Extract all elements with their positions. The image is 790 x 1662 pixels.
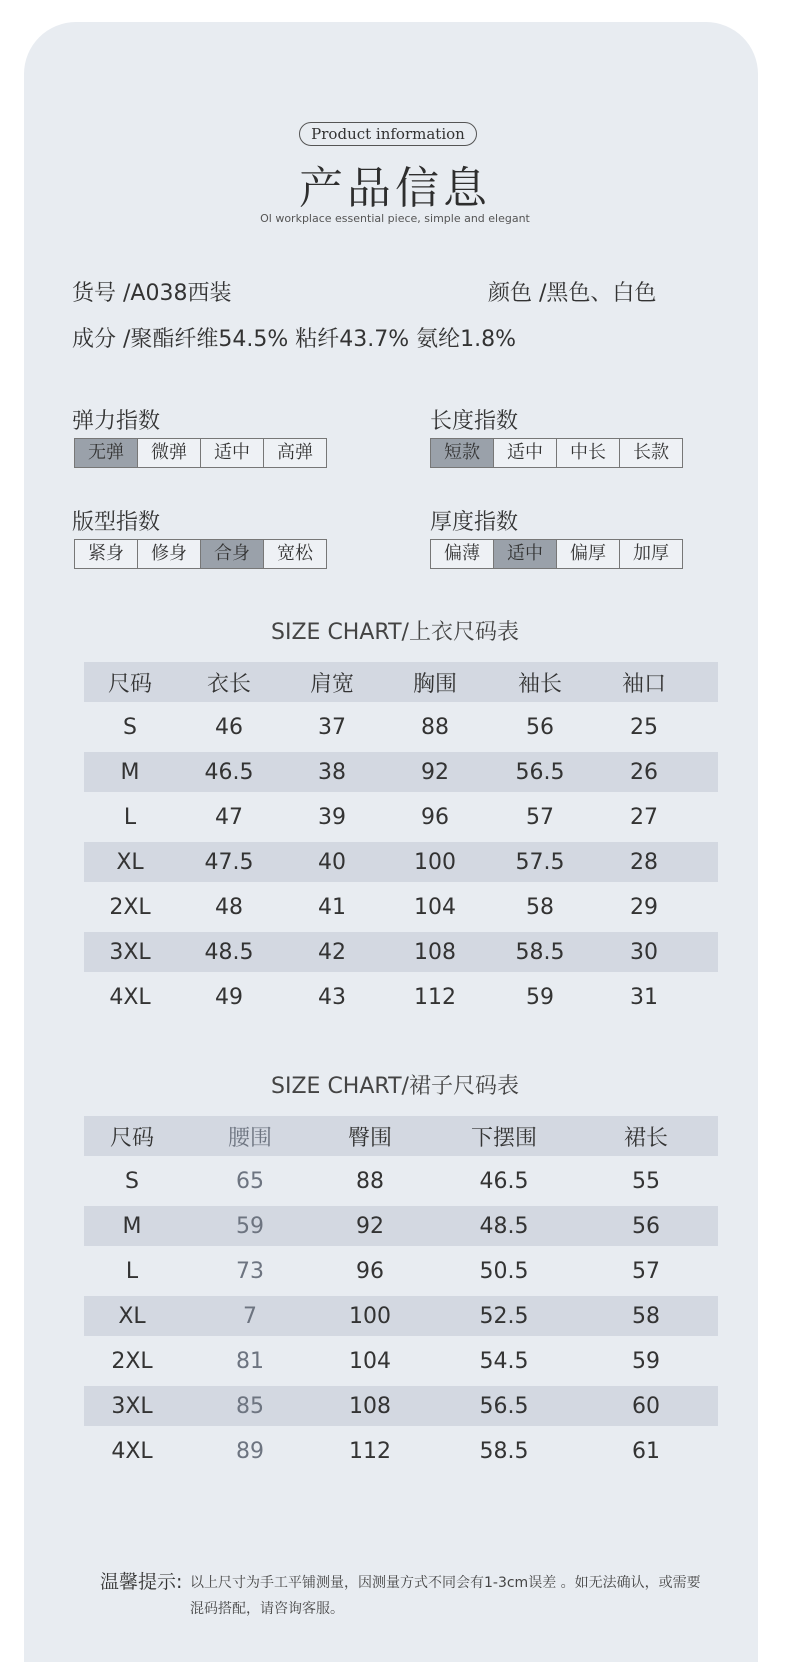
- table-cell: 29: [630, 894, 658, 920]
- table-cell: 59: [236, 1213, 264, 1239]
- table-cell: 59: [632, 1348, 660, 1374]
- table-cell: 4XL: [111, 1438, 153, 1464]
- item-number: 货号 /A038西装: [72, 281, 232, 306]
- thickness-index-label: 厚度指数: [430, 510, 519, 535]
- table-cell: 56: [632, 1213, 660, 1239]
- table-cell: 54.5: [479, 1348, 529, 1374]
- table-row: [84, 842, 718, 882]
- table-cell: M: [120, 759, 140, 785]
- column-header: 裙长: [623, 1125, 668, 1151]
- table-cell: 58.5: [515, 939, 565, 965]
- table-cell: 104: [349, 1348, 391, 1374]
- table-cell: 38: [318, 759, 346, 785]
- table-cell: 57: [632, 1258, 660, 1284]
- table-cell: 92: [356, 1213, 384, 1239]
- table-cell: 25: [630, 714, 658, 740]
- table-row: [84, 752, 718, 792]
- table-cell: 112: [349, 1438, 391, 1464]
- table-cell: 58: [526, 894, 554, 920]
- fit-index-label: 版型指数: [72, 510, 161, 535]
- tip-label: 温馨提示:: [100, 1571, 183, 1593]
- length-option: 中长: [556, 438, 620, 468]
- table-row: [84, 1246, 718, 1296]
- thickness-scale: [430, 539, 683, 569]
- thickness-option: 加厚: [619, 539, 683, 569]
- length-option: 长款: [619, 438, 683, 468]
- fit-option: 紧身: [74, 539, 138, 569]
- tip-text: 以上尺寸为手工平铺测量，因测量方式不同会有1-3cm误差 。如无法确认，或需要混码搭配，请咨询客服。: [190, 1575, 701, 1617]
- table-cell: 3XL: [109, 939, 151, 965]
- table-cell: 96: [421, 804, 449, 830]
- length-scale: [430, 438, 683, 468]
- elasticity-option: 无弹: [74, 438, 138, 468]
- table-cell: 92: [421, 759, 449, 785]
- skirt-size-chart-title: SIZE CHART/裙子尺码表: [271, 1074, 519, 1099]
- thickness-option: 适中: [493, 539, 557, 569]
- top-size-table: [84, 662, 718, 1022]
- table-cell: 27: [630, 804, 658, 830]
- table-row: [84, 792, 718, 842]
- product-information-pill: Product information: [299, 122, 477, 146]
- table-cell: 41: [318, 894, 346, 920]
- table-cell: XL: [116, 849, 144, 875]
- fit-option: 宽松: [263, 539, 327, 569]
- column-header: 腰围: [227, 1125, 272, 1151]
- table-row: [84, 1296, 718, 1336]
- column-header: 尺码: [109, 1125, 154, 1151]
- column-header: 胸围: [412, 671, 457, 697]
- table-cell: 3XL: [111, 1393, 153, 1419]
- color-info: 颜色 /黑色、白色: [488, 281, 657, 306]
- table-cell: 100: [349, 1303, 391, 1329]
- table-row: [84, 1386, 718, 1426]
- table-cell: 58: [632, 1303, 660, 1329]
- column-header: 衣长: [206, 671, 251, 697]
- table-cell: 73: [236, 1258, 264, 1284]
- table-row: [84, 1156, 718, 1206]
- column-header: 袖长: [517, 671, 562, 697]
- table-cell: M: [122, 1213, 142, 1239]
- table-cell: 7: [243, 1303, 257, 1329]
- skirt-size-table: [84, 1116, 718, 1476]
- table-cell: 2XL: [111, 1348, 153, 1374]
- table-cell: 46: [215, 714, 243, 740]
- table-cell: 58.5: [479, 1438, 529, 1464]
- table-header-row: [84, 1116, 718, 1156]
- fit-option: 合身: [200, 539, 264, 569]
- table-cell: 81: [236, 1348, 264, 1374]
- table-row: [84, 1336, 718, 1386]
- table-cell: S: [123, 714, 137, 740]
- column-header: 肩宽: [309, 671, 354, 697]
- table-cell: 65: [236, 1168, 264, 1194]
- table-cell: XL: [118, 1303, 146, 1329]
- table-cell: 31: [630, 984, 658, 1010]
- table-cell: 40: [318, 849, 346, 875]
- table-row: [84, 1206, 718, 1246]
- table-cell: 46.5: [204, 759, 254, 785]
- table-cell: 47: [215, 804, 243, 830]
- page-subtitle: Ol workplace essential piece, simple and elegant: [260, 212, 530, 225]
- composition-info: 成分 /聚酯纤维54.5% 粘纤43.7% 氨纶1.8%: [72, 327, 517, 352]
- table-cell: 46.5: [479, 1168, 529, 1194]
- table-cell: 61: [632, 1438, 660, 1464]
- length-option: 短款: [430, 438, 494, 468]
- table-cell: 48: [215, 894, 243, 920]
- table-cell: L: [125, 1258, 139, 1284]
- table-cell: 88: [356, 1168, 384, 1194]
- table-cell: 39: [318, 804, 346, 830]
- table-cell: 42: [318, 939, 346, 965]
- table-cell: 60: [632, 1393, 660, 1419]
- table-cell: 4XL: [109, 984, 151, 1010]
- elasticity-scale: [74, 438, 327, 468]
- elasticity-option: 微弹: [137, 438, 201, 468]
- table-cell: 108: [349, 1393, 391, 1419]
- table-row: [84, 882, 718, 932]
- table-row: [84, 932, 718, 972]
- table-row: [84, 1426, 718, 1476]
- column-header: 尺码: [107, 671, 152, 697]
- table-cell: 48.5: [479, 1213, 529, 1239]
- table-cell: 88: [421, 714, 449, 740]
- table-cell: 2XL: [109, 894, 151, 920]
- table-cell: 85: [236, 1393, 264, 1419]
- table-cell: 48.5: [204, 939, 254, 965]
- column-header: 袖口: [621, 671, 666, 697]
- table-cell: 89: [236, 1438, 264, 1464]
- fit-scale: [74, 539, 327, 569]
- table-cell: 47.5: [204, 849, 254, 875]
- table-cell: 30: [630, 939, 658, 965]
- table-cell: 56.5: [479, 1393, 529, 1419]
- table-cell: 50.5: [479, 1258, 529, 1284]
- table-header-row: [84, 662, 718, 702]
- elasticity-option: 高弹: [263, 438, 327, 468]
- column-header: 下摆围: [470, 1125, 537, 1151]
- column-header: 臀围: [347, 1125, 392, 1151]
- thickness-option: 偏薄: [430, 539, 494, 569]
- length-option: 适中: [493, 438, 557, 468]
- thickness-option: 偏厚: [556, 539, 620, 569]
- table-cell: 96: [356, 1258, 384, 1284]
- table-cell: 37: [318, 714, 346, 740]
- elasticity-index-label: 弹力指数: [72, 409, 161, 434]
- table-cell: 49: [215, 984, 243, 1010]
- table-cell: 28: [630, 849, 658, 875]
- table-cell: 56: [526, 714, 554, 740]
- table-row: [84, 972, 718, 1022]
- table-cell: 57: [526, 804, 554, 830]
- page-title: 产品信息: [299, 163, 491, 214]
- table-cell: 112: [414, 984, 456, 1010]
- table-cell: 100: [414, 849, 456, 875]
- table-row: [84, 702, 718, 752]
- top-size-chart-title: SIZE CHART/上衣尺码表: [271, 620, 519, 645]
- fit-option: 修身: [137, 539, 201, 569]
- table-cell: 108: [414, 939, 456, 965]
- table-cell: 43: [318, 984, 346, 1010]
- table-cell: S: [125, 1168, 139, 1194]
- length-index-label: 长度指数: [430, 409, 519, 434]
- table-cell: 52.5: [479, 1303, 529, 1329]
- table-cell: 26: [630, 759, 658, 785]
- table-cell: 104: [414, 894, 456, 920]
- table-cell: 56.5: [515, 759, 565, 785]
- table-cell: 55: [632, 1168, 660, 1194]
- table-cell: L: [123, 804, 137, 830]
- table-cell: 59: [526, 984, 554, 1010]
- table-cell: 57.5: [515, 849, 565, 875]
- elasticity-option: 适中: [200, 438, 264, 468]
